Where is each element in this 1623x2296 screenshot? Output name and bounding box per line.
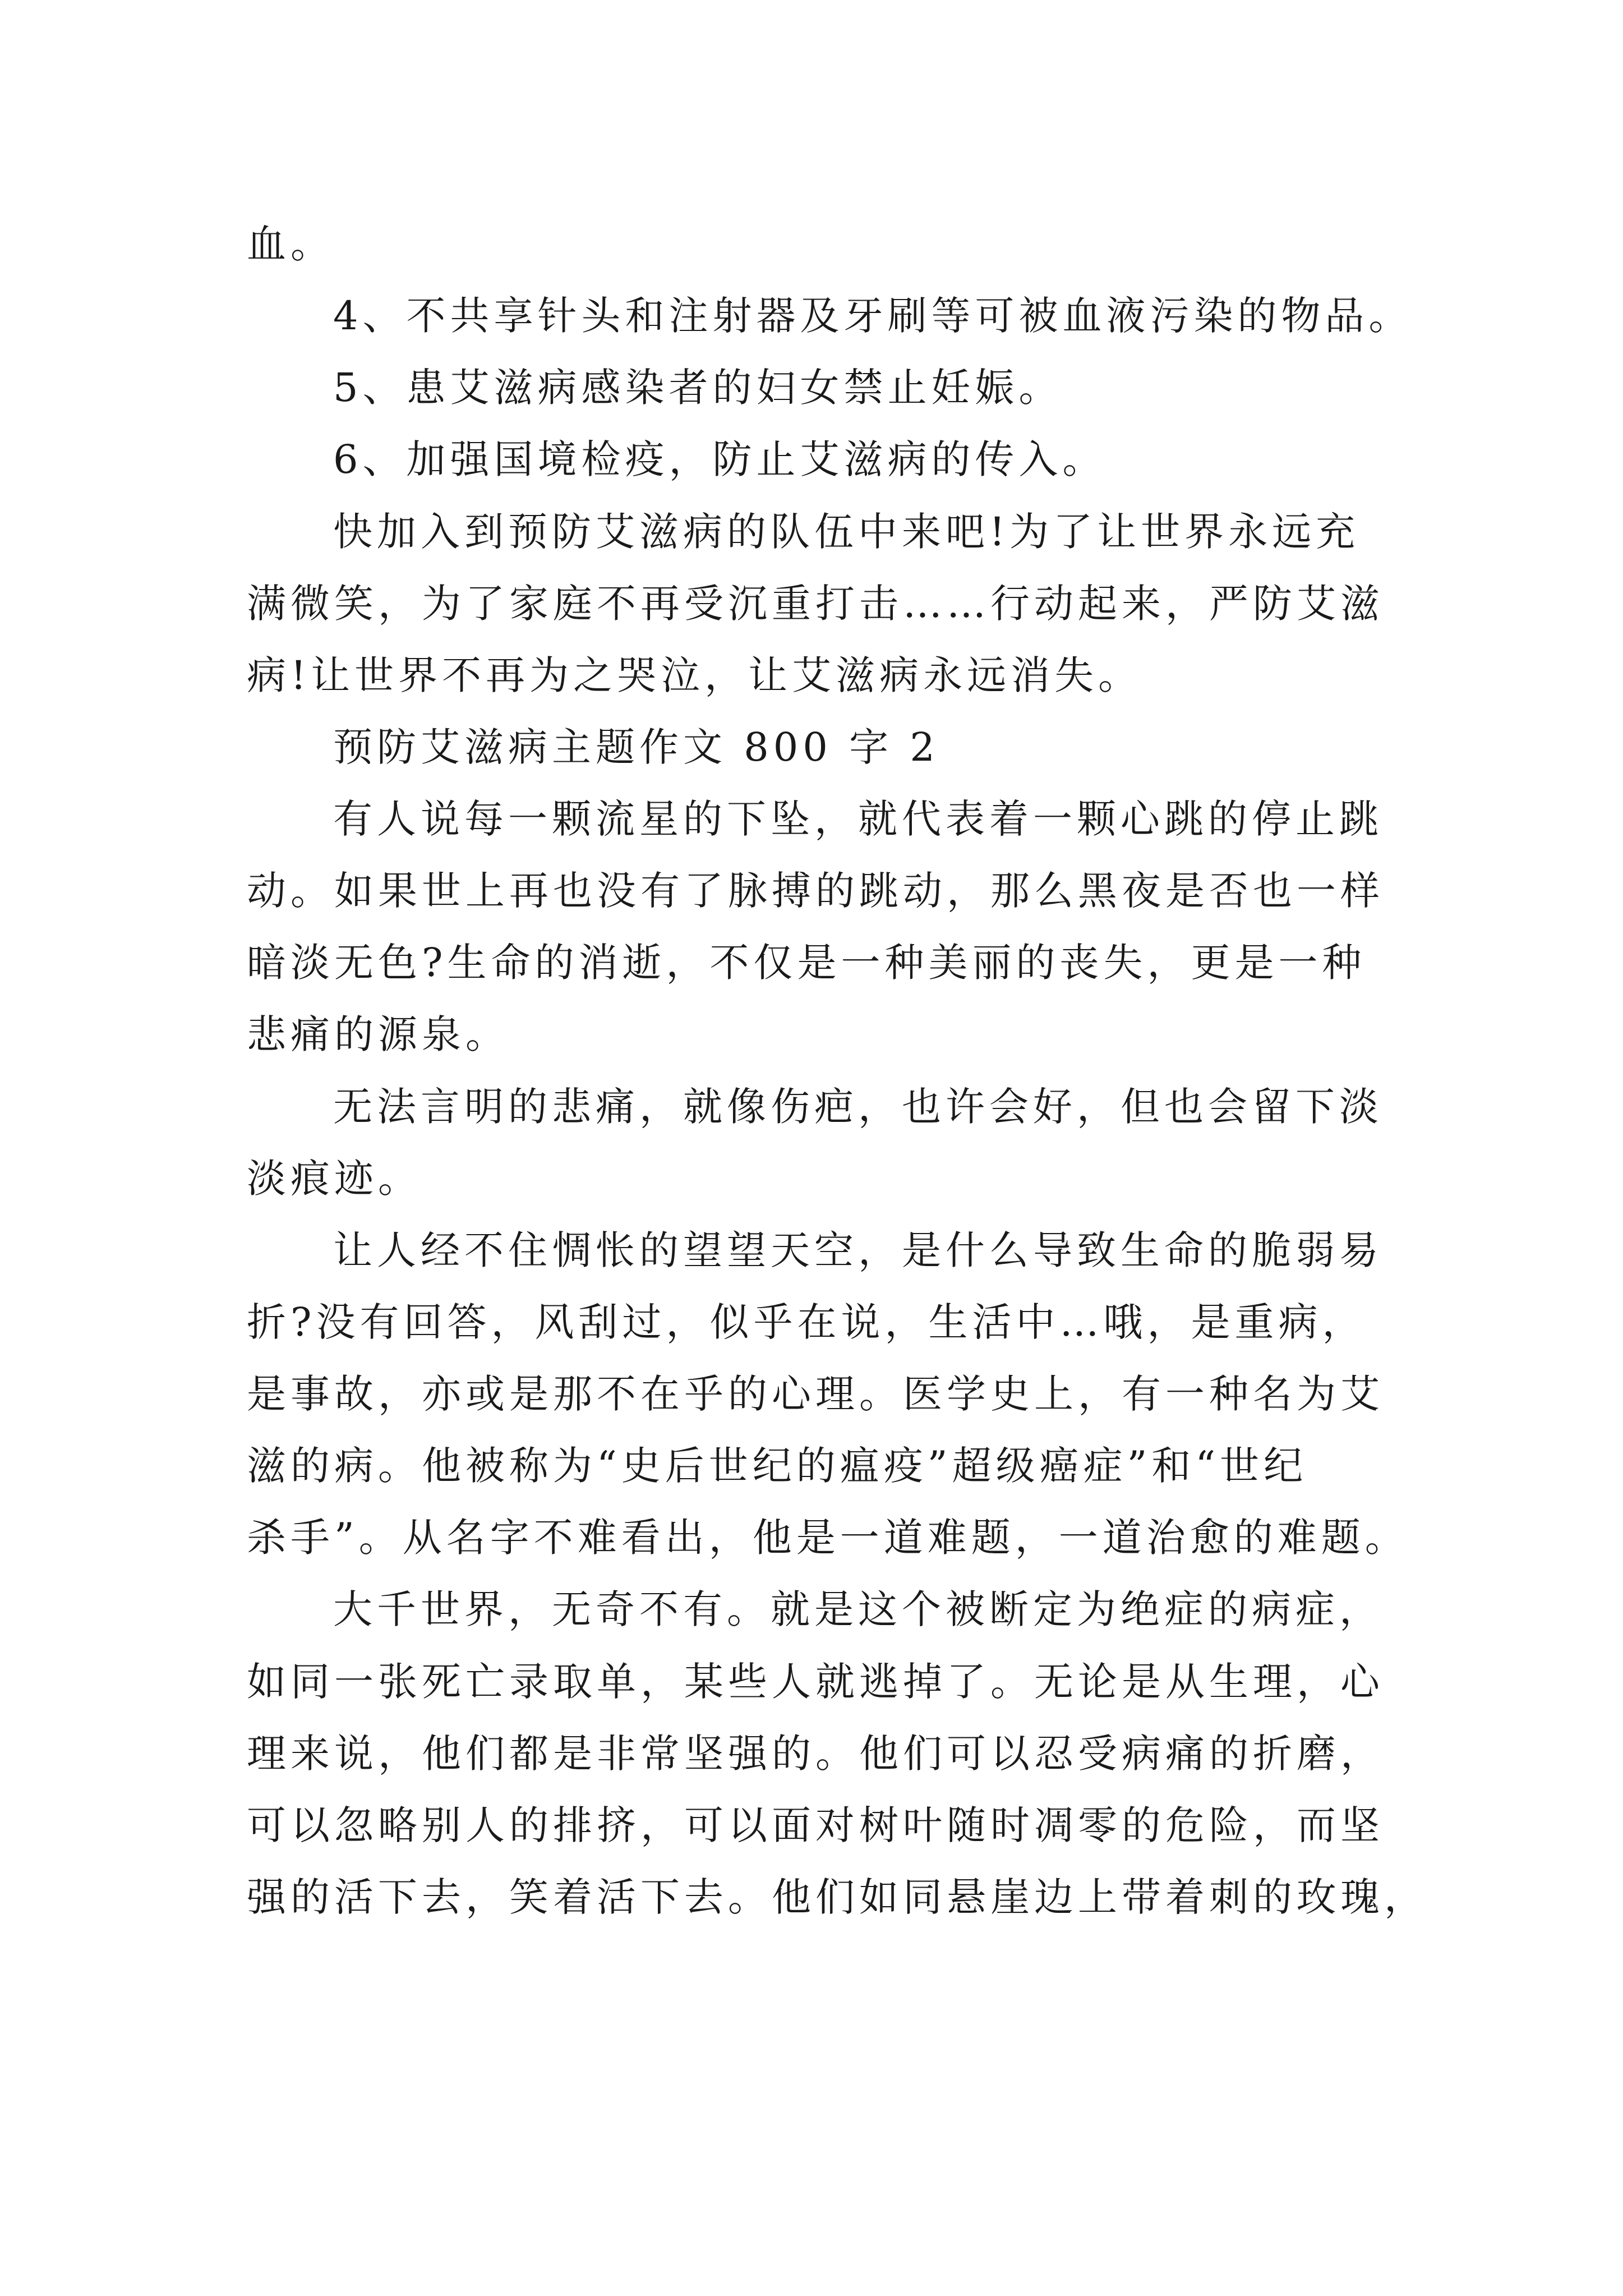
text-line: 5、患艾滋病感染者的妇女禁止妊娠。 bbox=[333, 365, 1063, 411]
text-line: 无法言明的悲痛，就像伤疤，也许会好，但也会留下淡 bbox=[333, 1084, 1383, 1130]
text-line: 理来说，他们都是非常坚强的。他们可以忍受病痛的折磨， bbox=[247, 1731, 1384, 1777]
text-line: 血。 bbox=[247, 221, 334, 267]
text-line: 暗淡无色?生命的消逝，不仅是一种美丽的丧失，更是一种 bbox=[247, 940, 1366, 986]
text-line: 快加入到预防艾滋病的队伍中来吧!为了让世界永远充 bbox=[333, 509, 1360, 555]
text-line: 让人经不住惆怅的望望天空，是什么导致生命的脆弱易 bbox=[333, 1227, 1383, 1273]
text-line: 滋的病。他被称为“史后世纪的瘟疫”超级癌症”和“世纪 bbox=[247, 1443, 1308, 1489]
text-line: 可以忽略别人的排挤，可以面对树叶随时凋零的危险，而坚 bbox=[247, 1802, 1384, 1848]
text-line: 6、加强国境检疫，防止艾滋病的传入。 bbox=[333, 436, 1106, 482]
text-line: 淡痕迹。 bbox=[247, 1156, 422, 1202]
section-heading: 预防艾滋病主题作文 800 字 2 bbox=[333, 724, 939, 770]
text-line: 4、不共享针头和注射器及牙刷等可被血液污染的物品。 bbox=[333, 293, 1413, 339]
text-line: 有人说每一颗流星的下坠，就代表着一颗心跳的停止跳 bbox=[333, 796, 1383, 842]
text-line: 杀手”。从名字不难看出，他是一道难题，一道治愈的难题。 bbox=[247, 1515, 1409, 1561]
text-line: 如同一张死亡录取单，某些人就逃掉了。无论是从生理，心 bbox=[247, 1659, 1384, 1705]
text-line: 动。如果世上再也没有了脉搏的跳动，那么黑夜是否也一样 bbox=[247, 868, 1384, 914]
text-line: 大千世界，无奇不有。就是这个被断定为绝症的病症， bbox=[333, 1586, 1383, 1632]
text-line: 强的活下去，笑着活下去。他们如同悬崖边上带着刺的玫瑰， bbox=[247, 1874, 1428, 1920]
text-line: 满微笑，为了家庭不再受沉重打击……行动起来，严防艾滋 bbox=[247, 581, 1384, 627]
text-line: 折?没有回答，风刮过，似乎在说，生活中…哦，是重病， bbox=[247, 1299, 1366, 1345]
text-line: 病!让世界不再为之哭泣，让艾滋病永远消失。 bbox=[247, 652, 1142, 698]
text-line: 是事故，亦或是那不在乎的心理。医学史上，有一种名为艾 bbox=[247, 1371, 1384, 1417]
text-line: 悲痛的源泉。 bbox=[247, 1011, 509, 1057]
